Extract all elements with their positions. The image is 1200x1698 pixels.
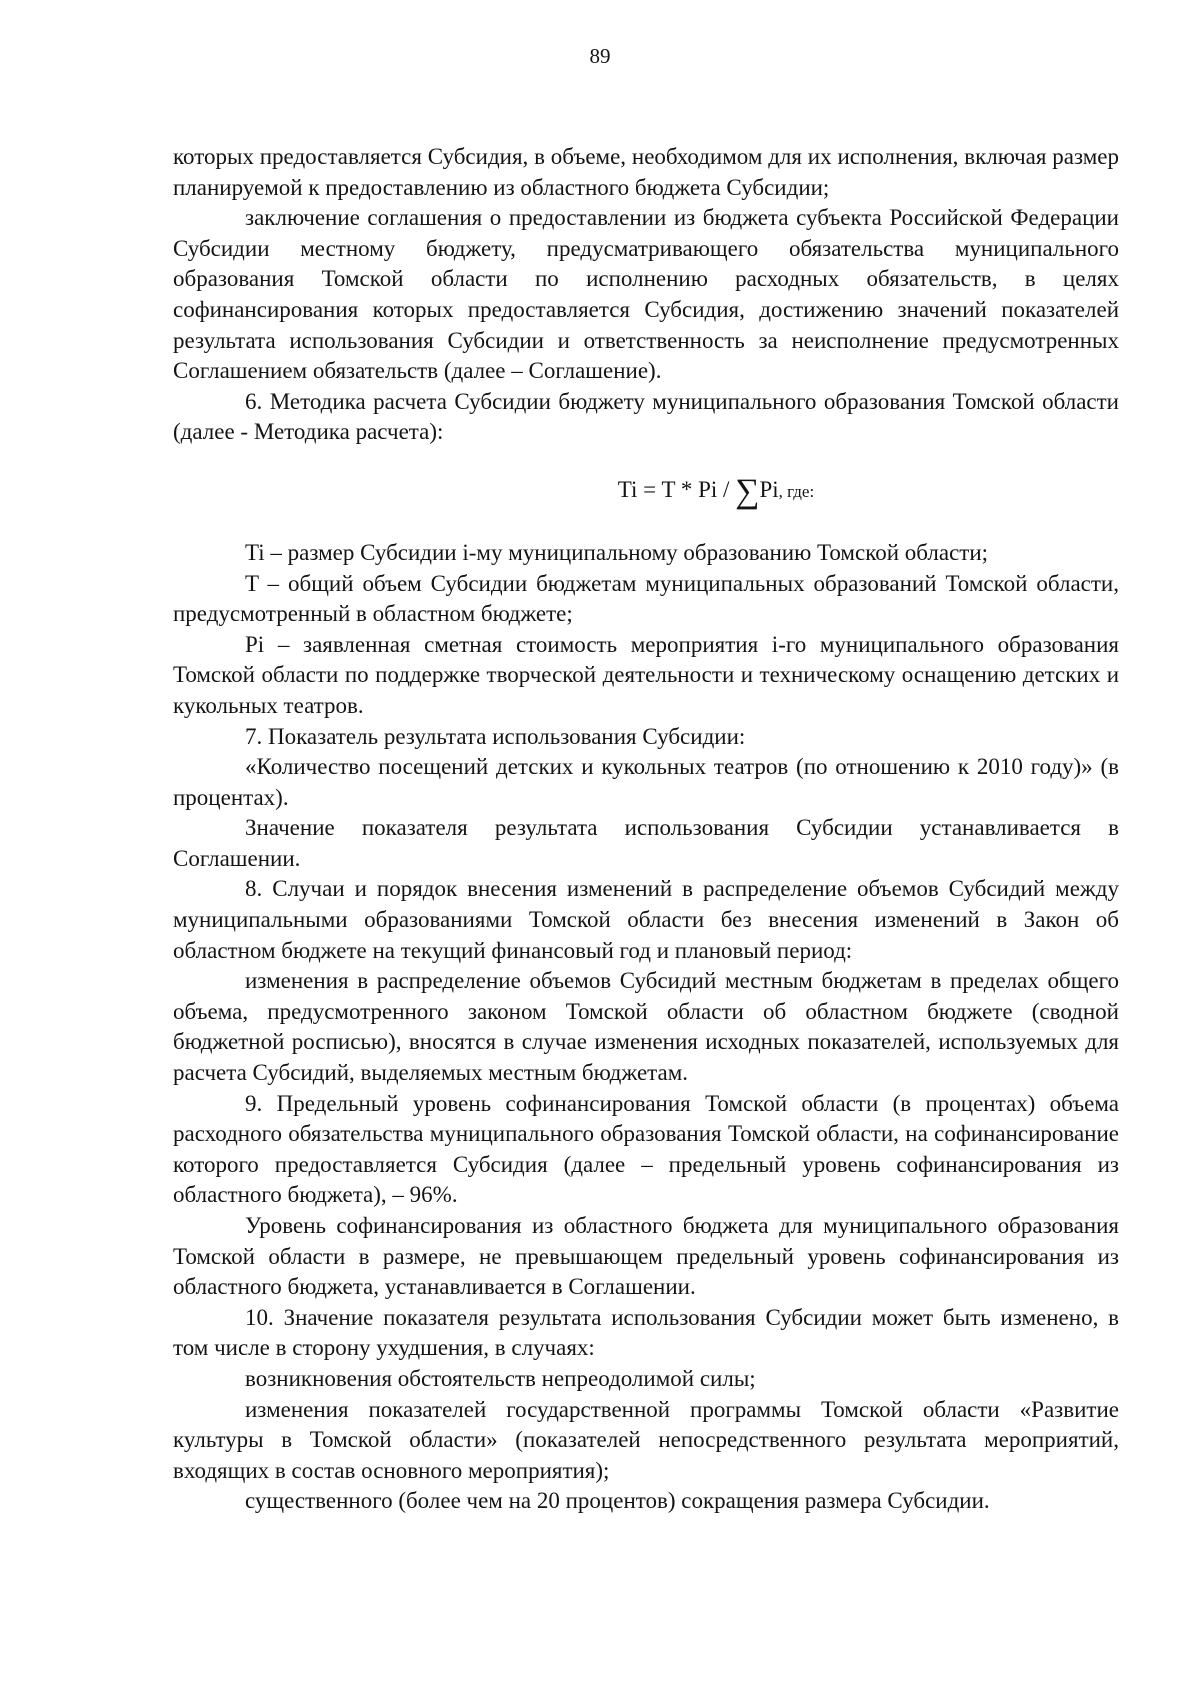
paragraph: 10. Значение показателя результата использования Субсидии может быть изменено, в том числе в сторону ухудшения, в случаях: [173, 1304, 1119, 1361]
paragraph: Pi – заявленная сметная стоимость мероприятия i-го муниципального образования Томской области по поддержке творческой деятельности и техническому оснащению детских и кукольных театров. [173, 631, 1119, 718]
formula-left: Ti = T * Pi / [617, 476, 736, 502]
paragraph: T – общий объем Субсидии бюджетам муниципальных образований Томской области, предусмотренный в областном бюджете; [173, 570, 1119, 627]
paragraph: 8. Случаи и порядок внесения изменений в распределение объемов Субсидий между муниципальными образованиями Томской области без внесения изменений в Закон об областном бюджете на текущий финансовый год и плановый период: [173, 876, 1119, 963]
formula [173, 460, 1119, 520]
paragraph: которых предоставляется Субсидия, в объеме, необходимом для их исполнения, включая размер планируемой к предоставлению из областного бюджета Субсидии; [173, 144, 1119, 200]
formula-where: , где: [778, 481, 815, 501]
formula-right: Pi [759, 476, 779, 502]
paragraph: Ti – размер Субсидии i-му муниципальному образованию Томской области; [245, 539, 989, 565]
paragraph: Уровень софинансирования из областного бюджета для муниципального образования Томской области в размере, не превышающем предельный уровень софинансирования из областного бюджета, устанавливается в Соглашении. [173, 1213, 1119, 1300]
paragraph: возникновения обстоятельств непреодолимой силы; [245, 1365, 756, 1391]
paragraph: существенного (более чем на 20 процентов) сокращения размера Субсидии. [245, 1488, 990, 1514]
paragraph: «Количество посещений детских и кукольных театров (по отношению к 2010 году)» (в процентах). [173, 754, 1119, 810]
paragraph: 9. Предельный уровень софинансирования Томской области (в процентах) объема расходного обязательства муниципального образования Томской области, на софинансирование которого предоставляется Субсидия (далее – предельный уровень софинансирования из областного бюджета), – 96%. [173, 1090, 1119, 1208]
paragraph: изменения в распределение объемов Субсидий местным бюджетам в пределах общего объема, предусмотренного законом Томской области об областном бюджете (сводной бюджетной росписью), вносятся в случае изменения исходных показателей, используемых для расчета Субсидий, выделяемых местным бюджетам. [173, 968, 1119, 1086]
page-number: 89 [589, 44, 611, 68]
paragraph: изменения показателей государственной программы Томской области «Развитие культуры в Томской области» (показателей непосредственного результата мероприятий, входящих в состав основного мероприятия); [173, 1396, 1119, 1483]
sigma-symbol: ∑ [735, 472, 760, 510]
paragraph: 6. Методика расчета Субсидии бюджету муниципального образования Томской области (далее - Методика расчета): [173, 388, 1119, 445]
paragraph: заключение соглашения о предоставлении из бюджета субъекта Российской Федерации Субсидии местному бюджету, предусматривающего обязательства муниципального образования Томской области по исполнению расходных обязательств, в целях софинансирования которых предоставляется Субсидия, достижению значений показателей результата использования Субсидии и ответственность за неисполнение предусмотренных Соглашением обязательств (далее – Соглашение). [173, 205, 1119, 384]
paragraph: 7. Показатель результата использования Субсидии: [245, 723, 746, 749]
paragraph: Значение показателя результата использования Субсидии устанавливается в Соглашении. [173, 815, 1119, 871]
document-body [173, 142, 1119, 1517]
